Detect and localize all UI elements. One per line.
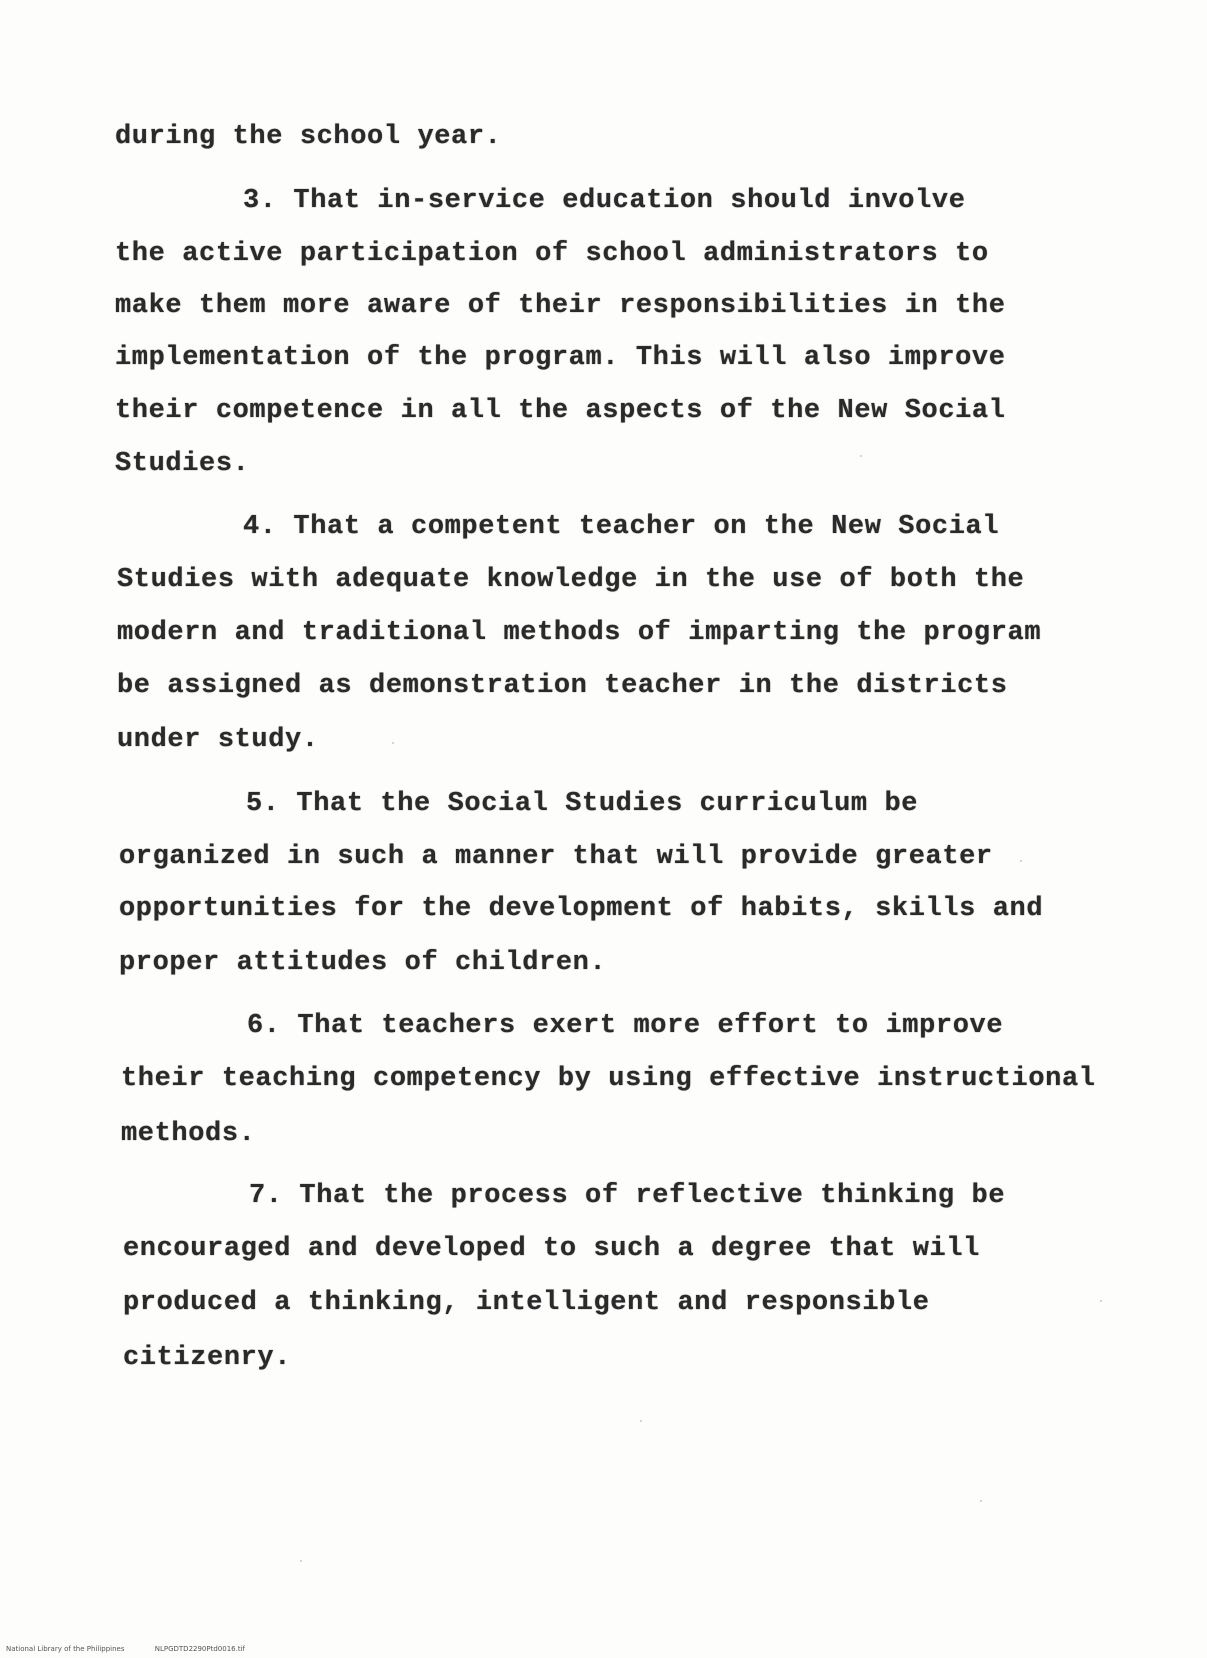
text-line: 5. That the Social Studies curriculum be — [246, 789, 919, 819]
scan-speck — [1100, 1300, 1102, 1302]
text-line: be assigned as demonstration teacher in the districts — [117, 671, 1008, 701]
text-line: organized in such a manner that will provide greater — [119, 842, 993, 872]
text-line: 4. That a competent teacher on the New Social — [243, 512, 1000, 542]
text-line: the active participation of school administrators to — [115, 239, 989, 269]
text-line: opportunities for the development of habits, skills and — [119, 894, 1044, 924]
footer-file: NLPGDTD2290Ptd0016.tif — [154, 1645, 245, 1653]
text-line: 7. That the process of reflective thinking be — [249, 1181, 1006, 1211]
scan-speck — [392, 742, 394, 744]
text-line: 3. That in-service education should involve — [243, 186, 966, 216]
scan-footer — [6, 1645, 273, 1653]
scan-speck — [980, 1500, 982, 1502]
text-line: during the school year. — [115, 122, 502, 152]
text-line: implementation of the program. This will also improve — [115, 343, 1006, 373]
text-line: make them more aware of their responsibilities in the — [115, 291, 1006, 321]
text-line: modern and traditional methods of imparting the program — [117, 618, 1042, 648]
text-line: citizenry. — [123, 1343, 292, 1373]
scan-speck — [1020, 860, 1022, 862]
text-line: Studies with adequate knowledge in the use of both the — [117, 565, 1025, 595]
text-line: encouraged and developed to such a degree that will — [123, 1234, 980, 1264]
text-line: 6. That teachers exert more effort to improve — [247, 1011, 1004, 1041]
text-line: under study. — [117, 725, 319, 755]
text-line: proper attitudes of children. — [119, 948, 607, 978]
text-line: Studies. — [115, 449, 250, 479]
scan-speck — [640, 1420, 642, 1422]
scan-speck — [300, 1560, 302, 1562]
scan-speck — [860, 455, 862, 457]
text-line: methods. — [121, 1119, 256, 1149]
text-line: their teaching competency by using effective instructional — [121, 1064, 1096, 1094]
text-line: produced a thinking, intelligent and responsible — [123, 1288, 930, 1318]
text-line: their competence in all the aspects of the New Social — [115, 396, 1006, 426]
footer-library: National Library of the Philippines — [6, 1645, 125, 1653]
